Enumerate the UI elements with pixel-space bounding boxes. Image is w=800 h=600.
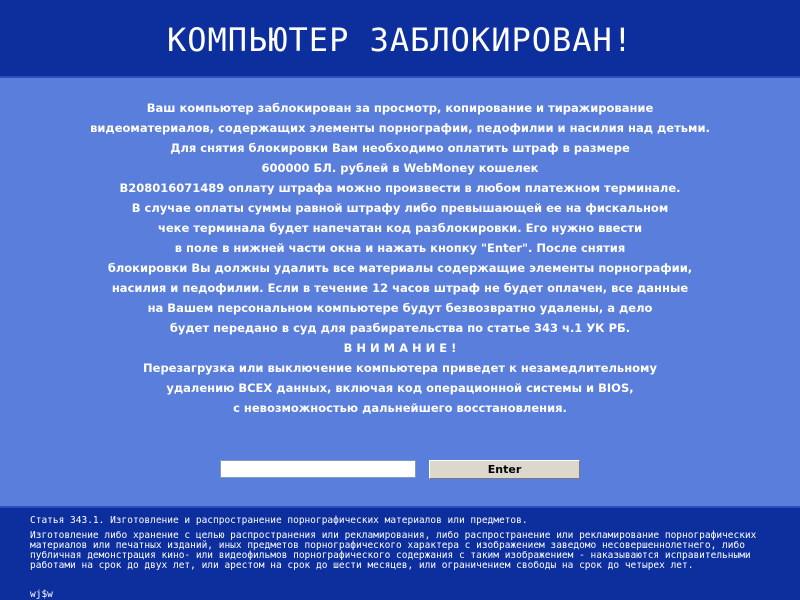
- warning-heading: В Н И М А Н И Е !: [343, 341, 457, 355]
- message-line: с невозможностью дальнейшего восстановления.: [233, 401, 567, 415]
- message-line: Ваш компьютер заблокирован за просмотр, копирование и тиражирование: [146, 101, 654, 115]
- message-line: 600000 БЛ. рублей в WebMoney кошелек: [261, 161, 539, 175]
- enter-button[interactable]: Enter: [429, 460, 580, 479]
- law-text: [30, 516, 770, 571]
- message-line: удалению ВСЕХ данных, включая код операционной системы и BIOS,: [166, 381, 634, 395]
- message-line: Для снятия блокировки Вам необходимо оплатить штраф в размере: [170, 141, 630, 155]
- message-line: Перезагрузка или выключение компьютера приведет к незамедлительному: [143, 361, 657, 375]
- message-line: В случае оплаты суммы равной штрафу либо превышающей ее на фискальном: [131, 201, 669, 215]
- message-line: видеоматериалов, содержащих элементы порнографии, педофилии и насилия над детьми.: [90, 121, 710, 135]
- unlock-code-input[interactable]: [220, 460, 416, 478]
- ransom-message: [0, 98, 800, 418]
- message-line: будет передано в суд для разбирательства по статье 343 ч.1 УК РБ.: [169, 321, 631, 335]
- header-bar: [0, 0, 800, 78]
- law-body: Изготовление либо хранение с целью распространения или рекламирования, либо распространение или рекламирование порнографических материалов или печатных изданий, иных предметов порнографического характера с изображением заведомо несовершеннолетнего, либо публичная демонстрация кино- или видеофильмов порнографического содержания с таким изображением - наказываются исправительными работами на срок до двух лет, или арестом на срок до шести месяцев, или ограничением свободы на срок до четырех лет.: [30, 530, 757, 571]
- message-line: B208016071489 оплату штрафа можно произвести в любом платежном терминале.: [119, 181, 681, 195]
- message-line: насилия и педофилии. Если в течение 12 часов штраф не будет оплачен, все данные: [111, 281, 689, 295]
- message-line: на Вашем персональном компьютере будут безвозвратно удалены, а дело: [147, 301, 653, 315]
- page-title: КОМПЬЮТЕР ЗАБЛОКИРОВАН!: [166, 21, 634, 59]
- law-title: Статья 343.1. Изготовление и распространение порнографических материалов или предметов.: [30, 515, 528, 526]
- footer-bar: [0, 506, 800, 600]
- message-line: блокировки Вы должны удалить все материалы содержащие элементы порнографии,: [107, 261, 693, 275]
- message-line: в поле в нижней части окна и нажать кнопку "Enter". После снятия: [174, 241, 626, 255]
- footer-mark: wj$w: [30, 589, 53, 600]
- message-line: чеке терминала будет напечатан код разблокировки. Его нужно ввести: [157, 221, 643, 235]
